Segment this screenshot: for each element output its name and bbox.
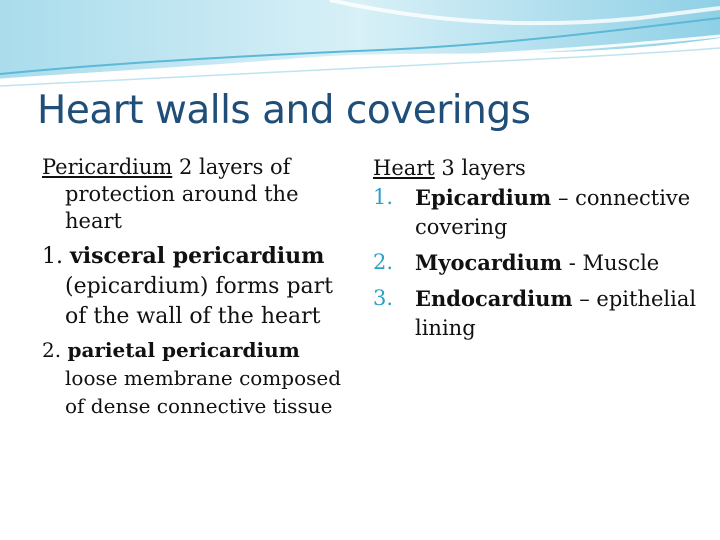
parietal-pericardium-term: parietal pericardium (67, 338, 300, 362)
right-column (373, 154, 713, 343)
pericardium-heading: Pericardium (42, 155, 173, 179)
myocardium-text: - Muscle (562, 251, 660, 275)
epicardium-item (373, 183, 713, 242)
pericardium-text: 2 layers of protection around the heart (65, 155, 299, 233)
myocardium-term: Myocardium (415, 250, 563, 275)
heart-layers-heading (373, 154, 713, 183)
left-column (42, 154, 352, 420)
visceral-pericardium-item (42, 241, 352, 332)
endocardium-item (373, 284, 713, 343)
endocardium-text: – epithelial lining (415, 287, 697, 340)
heart-heading: Heart (373, 156, 435, 180)
visceral-pericardium-text: (epicardium) forms part of the wall of the heart (65, 274, 334, 329)
slide-title: Heart walls and coverings (37, 88, 531, 133)
myocardium-item (373, 248, 713, 278)
list-number: 3. (373, 286, 394, 310)
parietal-pericardium-text: loose membrane composed of dense connective tissue (65, 366, 342, 418)
pericardium-item (42, 154, 352, 235)
heart-heading-rest: 3 layers (434, 156, 526, 180)
list-number: 1. (373, 185, 394, 209)
visceral-pericardium-term: visceral pericardium (69, 243, 325, 269)
parietal-pericardium-item (42, 336, 352, 420)
endocardium-term: Endocardium (415, 286, 573, 311)
visceral-prefix: 1. (42, 244, 70, 269)
epicardium-term: Epicardium (415, 185, 552, 210)
parietal-prefix: 2. (42, 338, 68, 362)
list-number: 2. (373, 250, 394, 274)
header-wave-decoration (0, 0, 720, 90)
epicardium-text: – connective covering (415, 186, 691, 239)
